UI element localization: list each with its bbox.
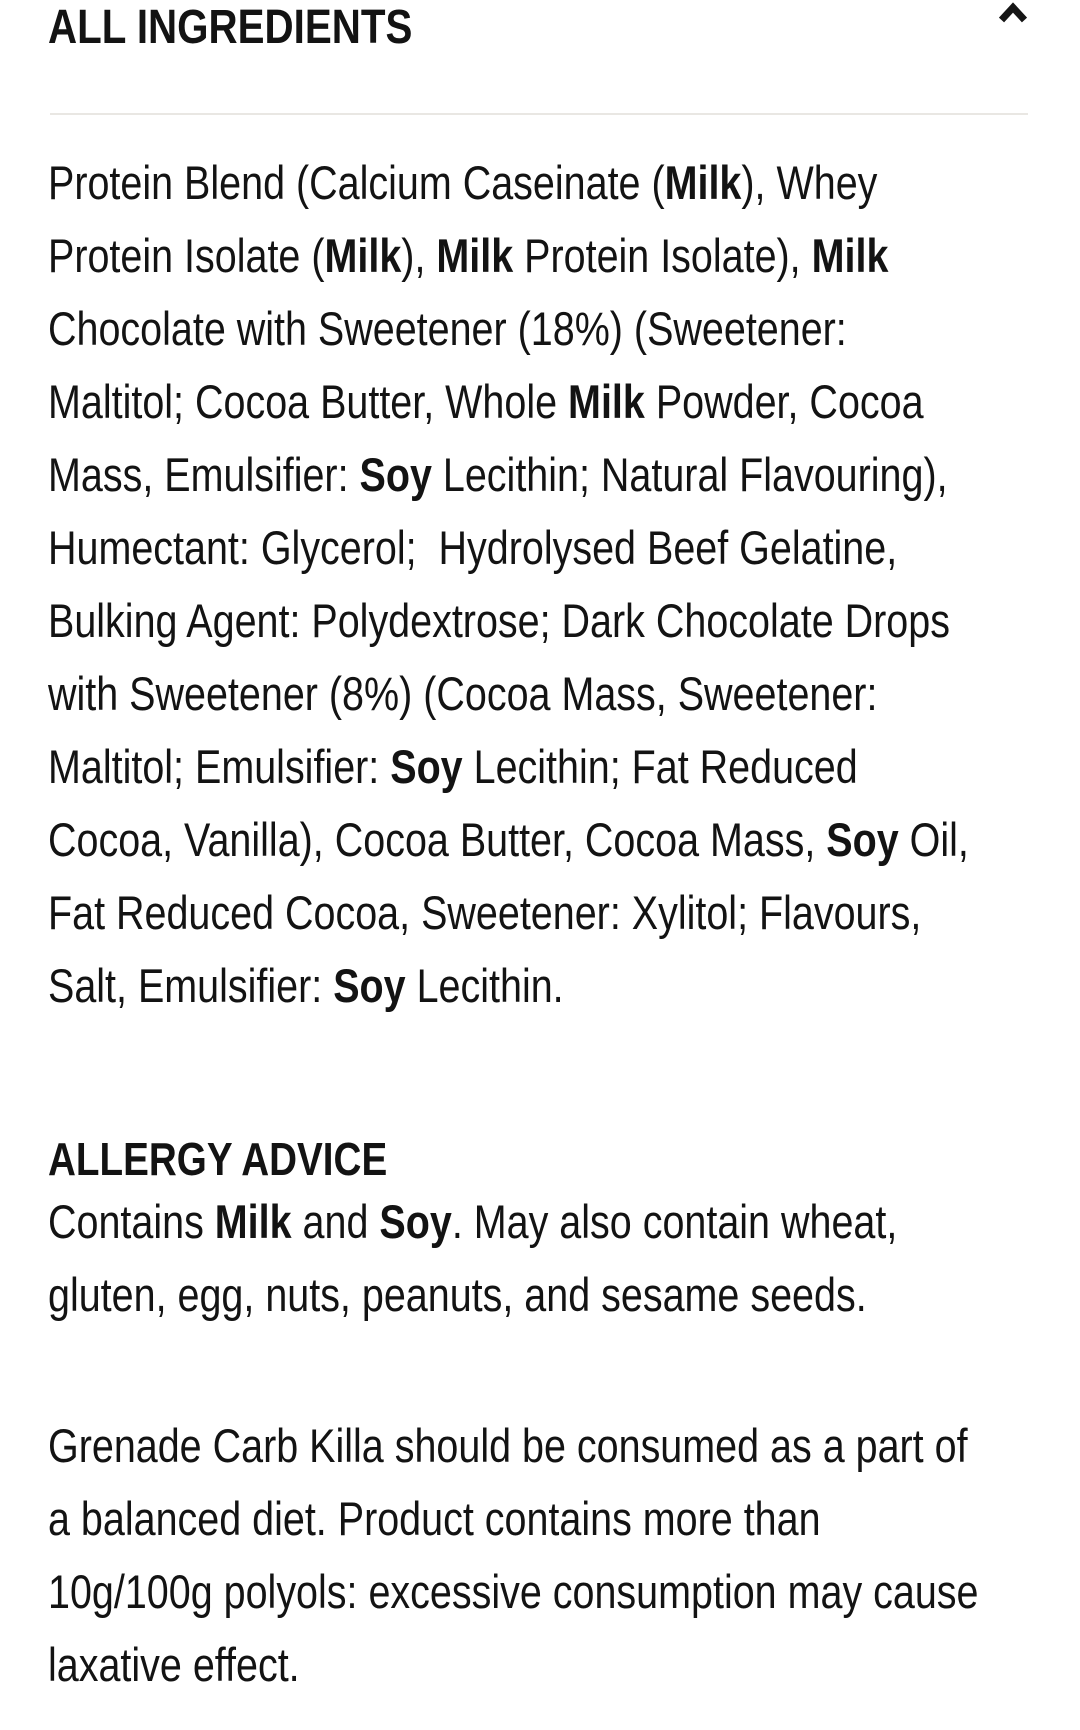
- text-line: Humectant: Glycerol; Hydrolysed Beef Gelatine,: [48, 521, 898, 574]
- text-line: with Sweetener (8%) (Cocoa Mass, Sweetener:: [48, 667, 878, 720]
- text-line: Maltitol; Emulsifier: Soy Lecithin; Fat Reduced: [48, 740, 858, 793]
- text-line: Contains Milk and Soy. May also contain wheat,: [48, 1195, 898, 1248]
- text-line: Protein Blend (Calcium Caseinate (Milk), Whey: [48, 156, 878, 209]
- text-line: Bulking Agent: Polydextrose; Dark Chocolate Drops: [48, 594, 950, 647]
- text-line: 10g/100g polyols: excessive consumption may cause: [48, 1565, 979, 1618]
- text-line: Mass, Emulsifier: Soy Lecithin; Natural Flavouring),: [48, 448, 948, 501]
- allergy-advice-text: [48, 1185, 1032, 1331]
- text-line: Fat Reduced Cocoa, Sweetener: Xylitol; Flavours,: [48, 886, 922, 939]
- page-title: ALL INGREDIENTS: [48, 1, 413, 54]
- allergy-advice-heading: ALLERGY ADVICE: [48, 1133, 388, 1185]
- text-line: laxative effect.: [48, 1638, 300, 1691]
- text-line: Chocolate with Sweetener (18%) (Sweetener:: [48, 302, 847, 355]
- text-line: Salt, Emulsifier: Soy Lecithin.: [48, 959, 564, 1012]
- text-line: a balanced diet. Product contains more than: [48, 1492, 821, 1545]
- ingredients-text: [48, 146, 1032, 1022]
- text-line: Grenade Carb Killa should be consumed as a part of: [48, 1419, 968, 1472]
- chevron-up-icon: [998, 12, 1028, 27]
- consumption-note-text: [48, 1409, 1032, 1701]
- collapse-toggle-button[interactable]: [998, 2, 1028, 24]
- text-line: gluten, egg, nuts, peanuts, and sesame seeds.: [48, 1268, 867, 1321]
- accordion-header[interactable]: [48, 0, 1032, 56]
- divider: [50, 113, 1028, 115]
- text-line: Maltitol; Cocoa Butter, Whole Milk Powder, Cocoa: [48, 375, 924, 428]
- text-line: Cocoa, Vanilla), Cocoa Butter, Cocoa Mass, Soy Oil,: [48, 813, 969, 866]
- text-line: Protein Isolate (Milk), Milk Protein Isolate), Milk: [48, 229, 889, 282]
